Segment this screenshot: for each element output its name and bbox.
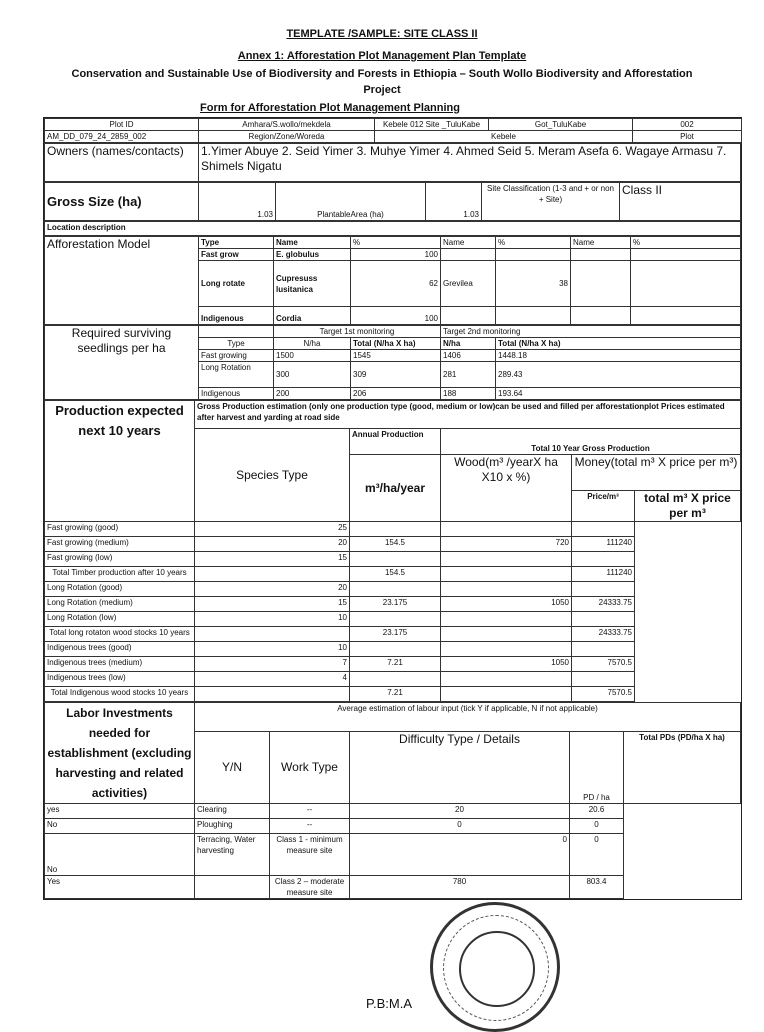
signature-initials: P.B:M.A	[366, 996, 413, 1011]
model-type-header: Type	[199, 237, 274, 249]
production-row-name: Total Indigenous wood stocks 10 years	[45, 687, 195, 702]
annual-production-header: Annual Production	[350, 429, 441, 455]
production-label: Production expected next 10 years	[45, 401, 195, 522]
production-row-name: Long Rotation (good)	[45, 582, 195, 597]
production-row-wood	[350, 582, 441, 597]
model-row-pct2: 38	[496, 261, 571, 307]
model-row-pct: 62	[351, 261, 441, 307]
site-class-value: Class II	[620, 183, 741, 221]
production-row-name: Indigenous trees (low)	[45, 672, 195, 687]
gross-size-table	[44, 182, 741, 221]
seedlings-row-n2: 1406	[441, 350, 496, 362]
labor-row-work: Clearing	[195, 804, 270, 819]
seedlings-type-header: Type	[199, 338, 274, 350]
production-row-wood	[350, 552, 441, 567]
pd-ha-header: PD / ha	[570, 731, 624, 803]
stamp-emblem	[459, 931, 535, 1007]
seedlings-nha2-header: N/ha	[441, 338, 496, 350]
owners-table	[44, 143, 741, 182]
money-header: Money(total m³ X price per m³)	[572, 455, 741, 491]
total-pd-header: Total PDs (PD/ha X ha)	[624, 731, 741, 803]
production-row-wood: 23.175	[350, 597, 441, 612]
region-label: Region/Zone/Woreda	[199, 131, 375, 143]
production-row-price	[441, 672, 572, 687]
production-row-annual: 4	[195, 672, 350, 687]
labor-row-difficulty: Class 2 – moderate measure site	[270, 876, 350, 899]
production-row-price: 1050	[441, 597, 572, 612]
model-row-name2: Grevilea	[441, 261, 496, 307]
target-1-header: Target 1st monitoring	[274, 326, 441, 338]
production-row-annual: 10	[195, 642, 350, 657]
production-row-total: 24333.75	[572, 597, 635, 612]
labor-row-difficulty: --	[270, 819, 350, 834]
production-row-price	[441, 627, 572, 642]
production-row-wood	[350, 522, 441, 537]
labor-row-pd: 780	[350, 876, 570, 899]
seedlings-table	[44, 325, 741, 400]
seedlings-row-type: Fast growing	[199, 350, 274, 362]
seedlings-row-tot2: 1448.18	[496, 350, 741, 362]
location-table	[44, 221, 741, 236]
production-row	[45, 537, 741, 552]
labor-row-total: 0	[570, 819, 624, 834]
production-row-price	[441, 582, 572, 597]
production-row-name: Fast growing (medium)	[45, 537, 195, 552]
seedlings-row-n1: 200	[274, 388, 351, 400]
seedlings-row-n1: 300	[274, 362, 351, 388]
labor-row	[45, 834, 741, 876]
model-row-type: Indigenous	[199, 307, 274, 325]
plot-id-value: AM_DD_079_24_2859_002	[45, 131, 199, 143]
production-row-price	[441, 642, 572, 657]
seedlings-row-n2: 281	[441, 362, 496, 388]
seedlings-total2-header: Total (N/ha X ha)	[496, 338, 741, 350]
seedlings-row-n1: 1500	[274, 350, 351, 362]
seedlings-total-header: Total (N/ha X ha)	[351, 338, 441, 350]
model-row-name: Cupresuss lusitanica	[274, 261, 351, 307]
production-row-price: 1050	[441, 657, 572, 672]
model-row-name2	[441, 307, 496, 325]
production-row	[45, 567, 741, 582]
production-row	[45, 687, 741, 702]
total-price-header: total m³ X price per m³	[635, 491, 741, 522]
model-pct3-header: %	[631, 237, 741, 249]
production-row	[45, 552, 741, 567]
total-10-year-header: Total 10 Year Gross Production	[441, 429, 741, 455]
seedlings-row-tot1: 1545	[351, 350, 441, 362]
production-row-wood: 23.175	[350, 627, 441, 642]
production-row-wood	[350, 612, 441, 627]
model-row-type: Fast grow	[199, 249, 274, 261]
labor-row	[45, 804, 741, 819]
production-row-name: Long Rotation (medium)	[45, 597, 195, 612]
labor-row-pd: 20	[350, 804, 570, 819]
planning-form	[43, 117, 742, 900]
labor-row	[45, 819, 741, 834]
production-row-total	[572, 612, 635, 627]
official-stamp	[430, 902, 560, 1032]
kebele-label: Kebele	[375, 131, 633, 143]
production-row-annual: 7	[195, 657, 350, 672]
production-row-total	[572, 582, 635, 597]
production-row-total: 7570.5	[572, 687, 635, 702]
annex-title: Annex 1: Afforestation Plot Management Plan Template	[237, 50, 527, 62]
labor-row	[45, 876, 741, 899]
labor-row-total: 0	[570, 834, 624, 876]
production-row-annual: 15	[195, 552, 350, 567]
wood-header: Wood(m³ /yearX ha X10 x %)	[441, 455, 572, 522]
owners-value: 1.Yimer Abuye 2. Seid Yimer 3. Muhye Yimer 4. Ahmed Seid 5. Meram Asefa 6. Wagaye Armasu 7. Shimels Nigatu	[199, 144, 741, 182]
seedlings-row-tot1: 309	[351, 362, 441, 388]
production-row	[45, 642, 741, 657]
species-type-header: Species Type	[195, 429, 350, 522]
production-row-total	[572, 522, 635, 537]
model-row-name: E. globulus	[274, 249, 351, 261]
seedlings-row-type: Indigenous	[199, 388, 274, 400]
production-row-total: 111240	[572, 537, 635, 552]
seedlings-row-tot2: 289.43	[496, 362, 741, 388]
production-row-name: Total long rotaton wood stocks 10 years	[45, 627, 195, 642]
labor-row-yn: No	[45, 819, 195, 834]
model-row-name2	[441, 249, 496, 261]
got-value: Got_TuluKabe	[489, 119, 633, 131]
labor-row-work: Terracing, Water harvesting	[195, 834, 270, 876]
labor-label: Labor Investments needed for establishment (excluding harvesting and related activities)	[45, 703, 195, 804]
plot-id-label: Plot ID	[45, 119, 199, 131]
unit-header: m³/ha/year	[350, 455, 441, 522]
labor-row-difficulty: Class 1 - minimum measure site	[270, 834, 350, 876]
production-row	[45, 627, 741, 642]
production-row-total: 111240	[572, 567, 635, 582]
plot-no: 002	[633, 119, 742, 131]
production-row-price	[441, 687, 572, 702]
production-row-total: 24333.75	[572, 627, 635, 642]
target-2-header: Target 2nd monitoring	[441, 326, 741, 338]
model-name-header: Name	[274, 237, 351, 249]
seedlings-label: Required surviving seedlings per ha	[45, 326, 199, 400]
labor-row-yn: Yes	[45, 876, 195, 899]
plantable-label: PlantableArea (ha)	[276, 183, 426, 221]
plot-label: Plot	[633, 131, 742, 143]
model-row-pct2	[496, 249, 571, 261]
project-title: Conservation and Sustainable Use of Biodiversity and Forests in Ethiopia – South Wollo Biodiversity and Afforestation Project	[71, 68, 693, 96]
seedlings-row-n2: 188	[441, 388, 496, 400]
gross-size-value: 1.03	[199, 183, 276, 221]
production-row-annual	[195, 627, 350, 642]
production-row-wood	[350, 642, 441, 657]
seedlings-row-type: Long Rotation	[199, 362, 274, 388]
price-header: Price/m³	[572, 491, 635, 522]
production-row	[45, 597, 741, 612]
production-row-annual: 25	[195, 522, 350, 537]
production-row-name: Long Rotation (low)	[45, 612, 195, 627]
model-table	[44, 236, 741, 325]
production-row-annual: 15	[195, 597, 350, 612]
labor-table	[44, 702, 741, 899]
labor-row-yn: No	[45, 834, 195, 876]
production-row-name: Fast growing (good)	[45, 522, 195, 537]
production-row-name: Indigenous trees (medium)	[45, 657, 195, 672]
production-row-wood: 154.5	[350, 537, 441, 552]
kebele-value: Kebele 012 Site _TuluKabe	[375, 119, 489, 131]
production-row-price	[441, 612, 572, 627]
model-pct-header: %	[351, 237, 441, 249]
production-row-price	[441, 552, 572, 567]
production-row-total	[572, 672, 635, 687]
labor-row-yn: yes	[45, 804, 195, 819]
seedlings-row-tot1: 206	[351, 388, 441, 400]
labor-row-total: 803.4	[570, 876, 624, 899]
production-row-annual	[195, 687, 350, 702]
seedlings-nha-header: N/ha	[274, 338, 351, 350]
production-row	[45, 672, 741, 687]
production-row-price: 720	[441, 537, 572, 552]
production-row-name: Indigenous trees (good)	[45, 642, 195, 657]
plot-id-table	[44, 118, 742, 143]
difficulty-header: Difficulty Type / Details	[350, 731, 570, 803]
plantable-value: 1.03	[426, 183, 482, 221]
labor-note: Average estimation of labour input (tick Y if applicable, N if not applicable)	[195, 703, 741, 732]
production-row-annual: 20	[195, 537, 350, 552]
model-label: Afforestation Model	[45, 237, 199, 325]
model-pct2-header: %	[496, 237, 571, 249]
production-row-price	[441, 567, 572, 582]
production-row-annual: 20	[195, 582, 350, 597]
labor-row-difficulty: --	[270, 804, 350, 819]
production-row-wood: 154.5	[350, 567, 441, 582]
production-row-name: Total Timber production after 10 years	[45, 567, 195, 582]
model-name3-header: Name	[571, 237, 631, 249]
production-row	[45, 657, 741, 672]
labor-row-pd: 0	[350, 819, 570, 834]
production-row-annual	[195, 567, 350, 582]
production-row-name: Fast growing (low)	[45, 552, 195, 567]
seedlings-row-tot2: 193.64	[496, 388, 741, 400]
model-row-pct: 100	[351, 307, 441, 325]
work-type-header: Work Type	[270, 731, 350, 803]
form-title: Form for Afforestation Plot Management Planning	[200, 102, 460, 114]
production-row-wood	[350, 672, 441, 687]
production-row-wood: 7.21	[350, 687, 441, 702]
yn-header: Y/N	[195, 731, 270, 803]
production-table	[44, 400, 741, 702]
labor-row-work: Ploughing	[195, 819, 270, 834]
production-row	[45, 612, 741, 627]
labor-row-pd: 0	[350, 834, 570, 876]
production-row-total	[572, 642, 635, 657]
labor-row-total: 20.6	[570, 804, 624, 819]
region-value: Amhara/S.wollo/mekdela	[199, 119, 375, 131]
model-name2-header: Name	[441, 237, 496, 249]
production-row	[45, 522, 741, 537]
production-row-total: 7570.5	[572, 657, 635, 672]
production-row-annual: 10	[195, 612, 350, 627]
production-row-total	[572, 552, 635, 567]
template-title: TEMPLATE /SAMPLE: SITE CLASS II	[286, 28, 478, 40]
production-row-price	[441, 522, 572, 537]
production-note: Gross Production estimation (only one production type (good, medium or low)can be used and filled per afforestationplot Prices estimated after harvest and yarding at road side	[195, 401, 741, 429]
model-row-pct2	[496, 307, 571, 325]
model-row-name: Cordia	[274, 307, 351, 325]
location-label: Location description	[45, 222, 741, 236]
gross-size-label: Gross Size (ha)	[45, 183, 199, 221]
production-row-wood: 7.21	[350, 657, 441, 672]
owners-label: Owners (names/contacts)	[45, 144, 199, 182]
production-row	[45, 582, 741, 597]
labor-row-work	[195, 876, 270, 899]
site-class-label: Site Classification (1-3 and + or non + Site)	[482, 183, 620, 221]
model-row-type: Long rotate	[199, 261, 274, 307]
model-row-pct: 100	[351, 249, 441, 261]
